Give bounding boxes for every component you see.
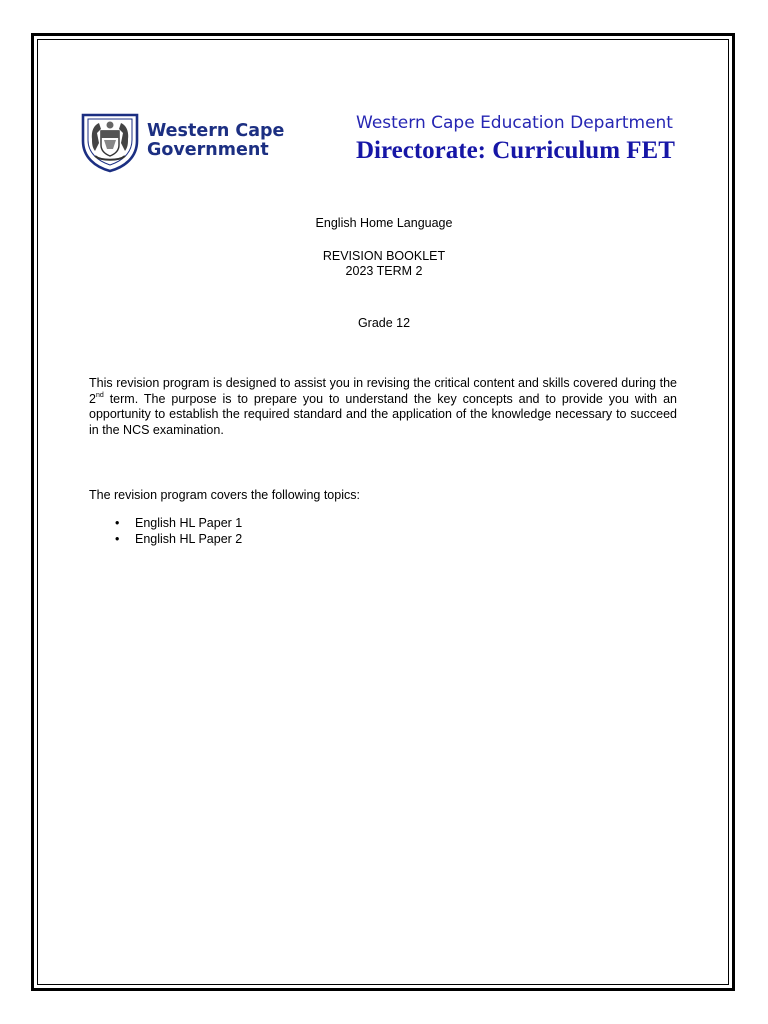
bullet-icon: • bbox=[115, 516, 120, 530]
coat-of-arms-icon bbox=[79, 109, 141, 173]
intro-text-end: term. The purpose is to prepare you to understand the key concepts and to provide you with an opportunity to establish the required standard and the application of the knowledge necessary to succeed in the NCS examination. bbox=[89, 391, 677, 437]
wcg-logo bbox=[79, 109, 284, 173]
list-item bbox=[89, 532, 242, 548]
topic-label: English HL Paper 1 bbox=[135, 516, 243, 530]
intro-text-start: This revision program is designed to assist you in revising the critical content and skills covered during the 2 bbox=[89, 376, 677, 406]
list-item bbox=[89, 516, 242, 532]
logo-wordmark bbox=[147, 122, 284, 160]
intro-paragraph bbox=[89, 376, 677, 438]
department-heading bbox=[356, 112, 696, 166]
bullet-icon: • bbox=[115, 531, 120, 546]
topic-label: English HL Paper 2 bbox=[135, 531, 243, 546]
page-inner-border bbox=[37, 39, 729, 985]
grade-title: Grade 12 bbox=[357, 316, 411, 330]
subject-title: English Home Language bbox=[315, 216, 453, 230]
term-title: 2023 TERM 2 bbox=[345, 264, 423, 278]
department-name: Western Cape Education Department bbox=[356, 113, 673, 133]
directorate-title: Directorate: Curriculum FET bbox=[356, 137, 675, 164]
logo-line-2: Government bbox=[147, 140, 269, 160]
topics-heading: The revision program covers the following topics: bbox=[89, 488, 360, 502]
booklet-title: REVISION BOOKLET bbox=[322, 249, 446, 263]
topic-list bbox=[89, 516, 242, 547]
intro-superscript: nd bbox=[95, 391, 104, 399]
logo-line-1: Western Cape bbox=[147, 121, 285, 141]
